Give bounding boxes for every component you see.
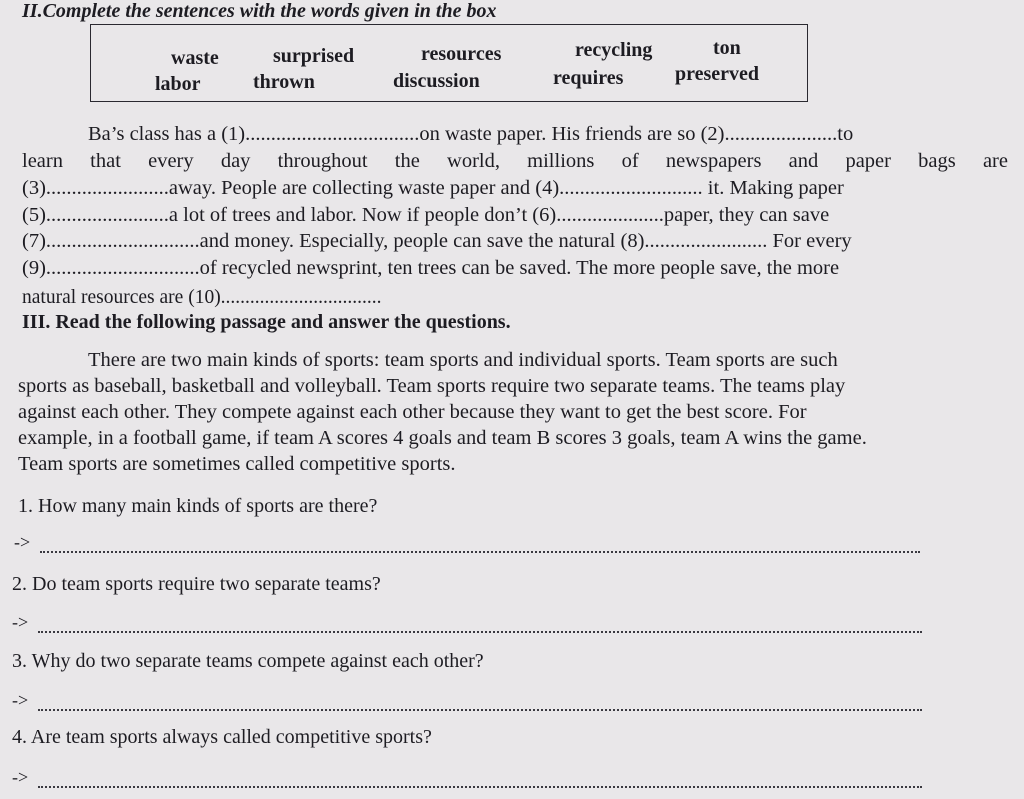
answer-arrow: -> [12,612,29,632]
word-box-item: recycling [575,39,653,61]
word-box-item: requires [553,67,624,89]
answer-line-2 [12,612,922,633]
word-box-item: ton [713,37,741,59]
question-3: 3. Why do two separate teams compete against each other? [12,650,484,672]
word: learn [22,150,63,172]
fill-blank-line-3: (3)........................away. People are collecting waste paper and (4)............................ it. Making paper [22,177,844,199]
fill-blank-line-7: natural resources are (10)................................. [22,287,382,308]
passage-line-5: Team sports are sometimes called competitive sports. [18,453,456,475]
answer-line-3 [12,690,922,711]
word: world, [447,150,500,172]
word: paper [845,150,891,172]
word: of [621,150,639,172]
word-box [90,24,808,102]
answer-line-1 [14,532,920,553]
word: and [788,150,819,172]
word-box-item: surprised [273,45,355,67]
word: throughout [277,150,368,172]
word-box-item: resources [421,43,502,65]
fill-blank-line-1: Ba’s class has a (1)..................................on waste paper. His friends are so (2)......................to [88,123,854,145]
answer-dotted-line[interactable] [40,545,920,553]
question-1: 1. How many main kinds of sports are there? [18,495,378,517]
word: millions [527,150,595,172]
word: are [982,150,1008,172]
word: that [90,150,121,172]
word-box-item: waste [171,47,219,69]
word: every [148,150,194,172]
word: the [394,150,420,172]
word: day [220,150,251,172]
answer-dotted-line[interactable] [38,780,922,788]
fill-blank-line-2 [22,148,1008,175]
question-4: 4. Are team sports always called competitive sports? [12,726,432,748]
word-box-item: labor [155,73,201,95]
passage-line-4: example, in a football game, if team A scores 4 goals and team B scores 3 goals, team A wins the game. [18,427,867,449]
fill-blank-line-5: (7)..............................and money. Especially, people can save the natural (8)........................ For every [22,230,852,252]
answer-line-4 [12,767,922,788]
passage-line-3: against each other. They compete against each other because they want to get the best score. For [18,401,807,423]
word-box-item: preserved [675,63,760,85]
answer-arrow: -> [12,767,29,787]
answer-arrow: -> [12,690,29,710]
section-2-title: II.Complete the sentences with the words given in the box [22,0,497,22]
passage-line-1: There are two main kinds of sports: team sports and individual sports. Team sports are such [88,349,838,371]
word-box-item: discussion [393,70,480,92]
question-2: 2. Do team sports require two separate teams? [12,573,381,595]
word: bags [918,150,956,172]
answer-dotted-line[interactable] [38,625,922,633]
word: newspapers [665,150,762,172]
answer-arrow: -> [14,532,31,552]
fill-blank-line-4: (5)........................a lot of trees and labor. Now if people don’t (6).....................paper, they can save [22,204,830,226]
answer-dotted-line[interactable] [38,703,922,711]
word-box-item: thrown [253,71,315,93]
fill-blank-line-6: (9)..............................of recycled newsprint, ten trees can be saved. The more people save, the more [22,257,840,279]
section-3-title: III. Read the following passage and answer the questions. [22,311,511,333]
passage-line-2: sports as baseball, basketball and volleyball. Team sports require two separate teams. The teams play [18,375,846,397]
